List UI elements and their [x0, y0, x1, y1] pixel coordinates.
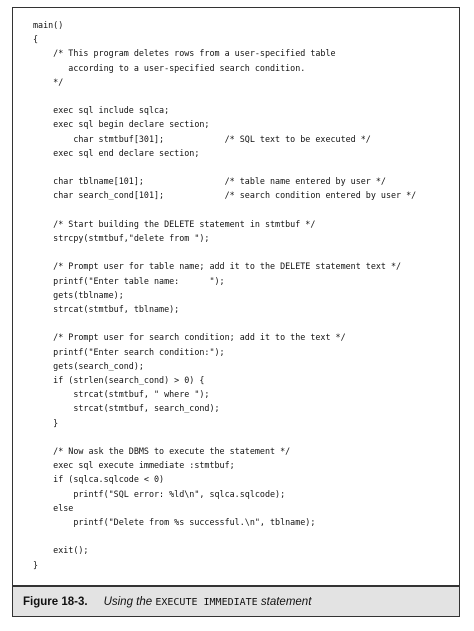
code-line: /* Now ask the DBMS to execute the statement */ [33, 446, 291, 456]
code-line: { [33, 34, 39, 45]
code-line: printf("Enter search condition:"); [33, 346, 225, 357]
code-line: exec sql include sqlca; [33, 105, 170, 116]
figure-title-prefix: Using the [103, 595, 156, 608]
code-line: char tblname[101]; /* table name entered by user */ [33, 176, 386, 187]
code-line: char search_cond[101]; /* search condition entered by user */ [33, 190, 417, 201]
code-line: } [33, 417, 59, 428]
code-line: /* Start building the DELETE statement in stmtbuf */ [33, 218, 316, 229]
code-line: if (strlen(search_cond) > 0) { [33, 375, 205, 385]
code-line: strcat(stmtbuf, search_cond); [33, 403, 220, 414]
code-line: strcpy(stmtbuf,"delete from "); [33, 233, 210, 243]
code-line: exit(); [33, 545, 89, 556]
figure-frame [12, 7, 460, 617]
code-line: */ [33, 76, 64, 87]
code-line: gets(search_cond); [33, 360, 144, 371]
code-line: exec sql begin declare section; [33, 119, 210, 130]
code-line: /* This program deletes rows from a user-specified table [33, 48, 336, 59]
code-line: /* Prompt user for search condition; add it to the text */ [33, 332, 346, 343]
figure-title [104, 596, 312, 608]
code-line: /* Prompt user for table name; add it to the DELETE statement text */ [33, 261, 402, 272]
code-line: printf("Delete from %s successful.\n", tblname); [33, 517, 316, 527]
code-line: if (sqlca.sqlcode < 0) [33, 474, 165, 485]
code-line: according to a user-specified search condition. [33, 62, 306, 73]
code-line: gets(tblname); [33, 289, 124, 300]
figure-title-suffix: statement [257, 595, 312, 608]
code-line: } [33, 559, 39, 570]
code-line: printf("SQL error: %ld\n", sqlca.sqlcode); [33, 488, 286, 499]
figure-caption [13, 585, 459, 616]
figure-title-code: EXECUTE IMMEDIATE [155, 596, 258, 608]
code-line: strcat(stmtbuf, tblname); [33, 304, 180, 314]
code-line: printf("Enter table name: "); [33, 275, 225, 286]
code-line: char stmtbuf[301]; /* SQL text to be executed */ [33, 133, 371, 144]
code-line: exec sql end declare section; [33, 147, 200, 158]
code-line: strcat(stmtbuf, " where "); [33, 389, 210, 400]
code-line: main() [33, 20, 64, 30]
code-line: exec sql execute immediate :stmtbuf; [33, 460, 235, 471]
figure-label: Figure 18-3. [23, 595, 88, 608]
code-line: else [33, 502, 74, 513]
